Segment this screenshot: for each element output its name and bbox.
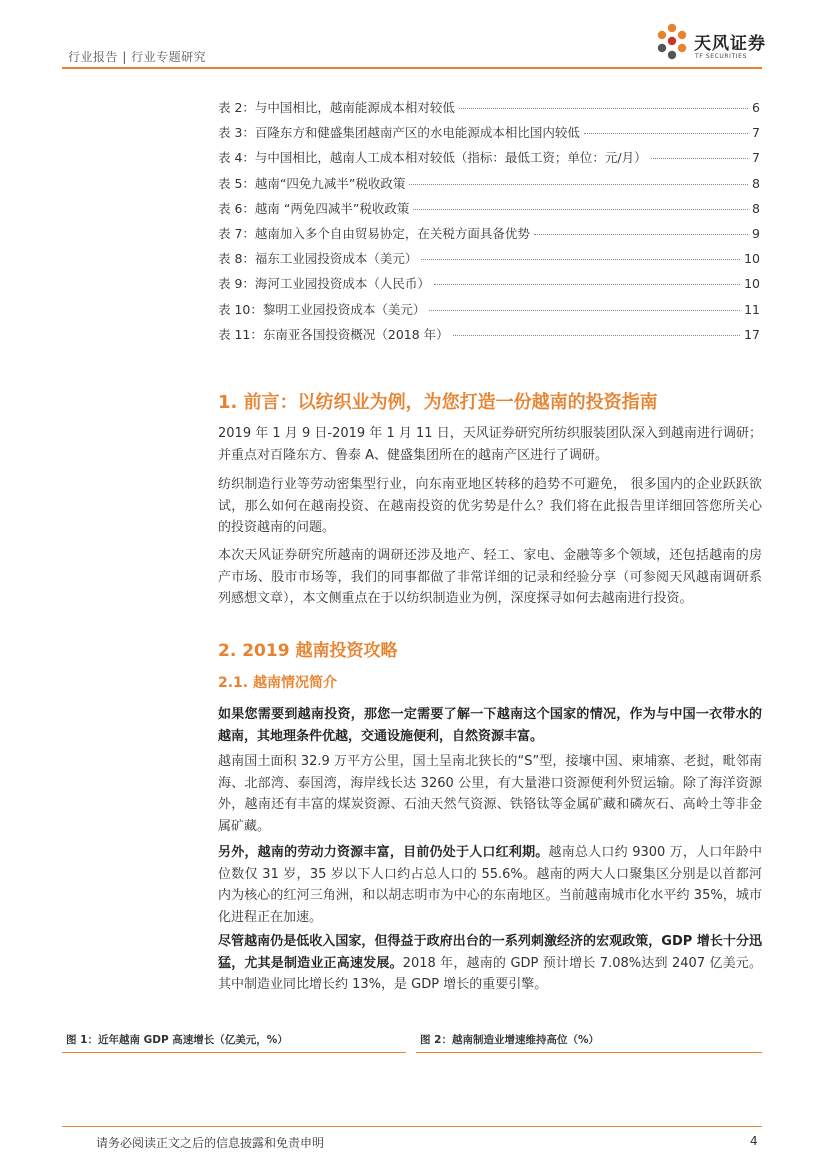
toc-entry-title: 表 7：越南加入多个自由贸易协定，在关税方面具备优势 (218, 225, 530, 241)
section-2-paragraph-4-text: 2018 年，越南的 GDP 预计增长 7.08%达到 2407 亿美元。其中制造业同比增长约 13%，是 GDP 增长的重要引擎。 (218, 955, 762, 992)
toc-entry-page: 6 (752, 100, 760, 115)
toc-entry[interactable] (218, 123, 760, 148)
toc-entry[interactable] (218, 325, 760, 350)
toc-entry-title: 表 4：与中国相比，越南人工成本相对较低（指标：最低工资；单位：元/月） (218, 150, 647, 166)
logo-mark-icon (652, 22, 692, 66)
toc-entry-title: 表 3：百隆东方和健盛集团越南产区的水电能源成本相比国内较低 (218, 125, 580, 141)
toc-entry[interactable] (218, 274, 760, 299)
toc-entry-title: 表 8：福东工业园投资成本（美元） (218, 251, 418, 267)
toc-entry[interactable] (218, 199, 760, 224)
section-2-paragraph-2: 越南国土面积 32.9 万平方公里，国土呈南北狭长的“S”型，接壤中国、柬埔寨、老挝，毗邻南海、北部湾、泰国湾，海岸线长达 3260 公里，有大量港口资源便利外贸运输。除了海洋资源外，越南还有丰富的煤炭资源、石油天然气资源、铁铬钛等金属矿藏和磷灰石、高岭土等非金属矿藏。 (218, 754, 762, 834)
header-breadcrumb: 行业报告 | 行业专题研究 (68, 50, 207, 64)
toc-entry-page: 10 (744, 276, 760, 292)
toc-entry[interactable] (218, 98, 760, 123)
section-2-1-heading: 2.1. 越南情况简介 (218, 675, 337, 691)
figure-2-divider (416, 1052, 762, 1053)
toc-entry-page: 7 (752, 125, 760, 141)
brand-name-en: TF SECURITIES (695, 53, 747, 60)
section-2-paragraph-3 (218, 842, 762, 928)
toc-leader-dots (409, 184, 748, 185)
toc-entry-page: 9 (752, 225, 760, 241)
section-2-paragraph-4 (218, 931, 762, 996)
toc-entry-title: 表 2：与中国相比，越南能源成本相对较低 (218, 100, 455, 115)
toc-leader-dots (413, 209, 748, 210)
footer-disclaimer: 请务必阅读正文之后的信息披露和免责申明 (96, 1136, 325, 1150)
toc-entry[interactable] (218, 249, 760, 274)
toc-entry-title: 表 10：黎明工业园投资成本（美元） (218, 301, 426, 317)
brand-name: 天风证券 (694, 34, 766, 54)
section-1-paragraph-1: 2019 年 1 月 9 日-2019 年 1 月 11 日，天风证券研究所纺织服装团队深入到越南进行调研；并重点对百隆东方、鲁泰 A、健盛集团所在的越南产区进行了调研。 (218, 426, 762, 463)
section-2-paragraph-4-bold: 尽管越南仍是低收入国家，但得益于政府出台的一系列刺激经济的宏观政策，GDP 增长十分迅猛，尤其是制造业正高速发展。 (218, 934, 762, 971)
figure-2-caption: 图 2：越南制造业增速维持高位（%） (420, 1034, 599, 1046)
toc-entry-title: 表 9：海河工业园投资成本（人民币） (218, 276, 430, 292)
toc-entry[interactable] (218, 174, 760, 199)
toc-entry-page: 8 (752, 200, 760, 216)
toc-entry[interactable] (218, 148, 760, 173)
section-2-paragraph-3-bold: 另外，越南的劳动力资源丰富，目前仍处于人口红利期。 (218, 845, 549, 860)
toc-entry-page: 17 (744, 326, 760, 342)
header-divider (62, 67, 762, 69)
toc-entry-page: 8 (752, 175, 760, 191)
toc-leader-dots (434, 284, 740, 285)
table-of-contents (218, 98, 760, 350)
toc-entry[interactable] (218, 224, 760, 249)
figure-1-caption: 图 1：近年越南 GDP 高速增长（亿美元，%） (66, 1034, 288, 1046)
toc-leader-dots (651, 158, 748, 159)
section-1-paragraph-3: 本次天风证券研究所越南的调研还涉及地产、轻工、家电、金融等多个领域，还包括越南的房产市场、股市市场等，我们的同事都做了非常详细的记录和经验分享（可参阅天风越南调研系列感想文章），本文侧重点在于以纺织制造业为例，深度探寻如何去越南进行投资。 (218, 548, 762, 606)
toc-leader-dots (534, 234, 748, 235)
toc-entry-title: 表 11：东南亚各国投资概况（2018 年） (218, 326, 449, 342)
toc-leader-dots (453, 335, 740, 336)
section-2-paragraph-3-text: 越南总人口约 9300 万，人口年龄中位数仅 31 岁，35 岁以下人口约占总人口的 55.6%。越南的两大人口聚集区分别是以首都河内为核心的红河三角洲，和以胡志明市为中心的东南地区。当前越南城市化水平约 35%，城市化进程正在加速。 (218, 845, 762, 925)
page-number: 4 (750, 1134, 758, 1148)
toc-leader-dots (421, 259, 740, 260)
brand-logo (652, 22, 772, 68)
toc-entry[interactable] (218, 300, 760, 325)
toc-entry-page: 10 (744, 251, 760, 267)
toc-entry-title: 表 5：越南“四免九减半”税收政策 (218, 175, 406, 191)
toc-entry-title: 表 6：越南 “两免四减半”税收政策 (218, 200, 410, 216)
section-2-paragraph-1 (218, 704, 762, 747)
section-1-heading: 1. 前言：以纺织业为例，为您打造一份越南的投资指南 (218, 392, 658, 413)
toc-entry-page: 7 (752, 150, 760, 166)
toc-leader-dots (584, 133, 748, 134)
section-2-paragraph-1-bold: 如果您需要到越南投资，那您一定需要了解一下越南这个国家的情况，作为与中国一衣带水的越南，其地理条件优越，交通设施便利，自然资源丰富。 (218, 707, 762, 744)
figure-1-divider (62, 1052, 406, 1053)
section-1-paragraph-2: 纺织制造行业等劳动密集型行业，向东南亚地区转移的趋势不可避免， 很多国内的企业跃跃欲试，那么如何在越南投资、在越南投资的优劣势是什么？我们将在此报告里详细回答您所关心的投资越南的问题。 (218, 477, 762, 535)
section-2-heading: 2. 2019 越南投资攻略 (218, 641, 398, 661)
footer-divider (62, 1126, 762, 1127)
toc-leader-dots (459, 108, 748, 109)
toc-leader-dots (429, 310, 740, 311)
toc-entry-page: 11 (744, 301, 760, 317)
